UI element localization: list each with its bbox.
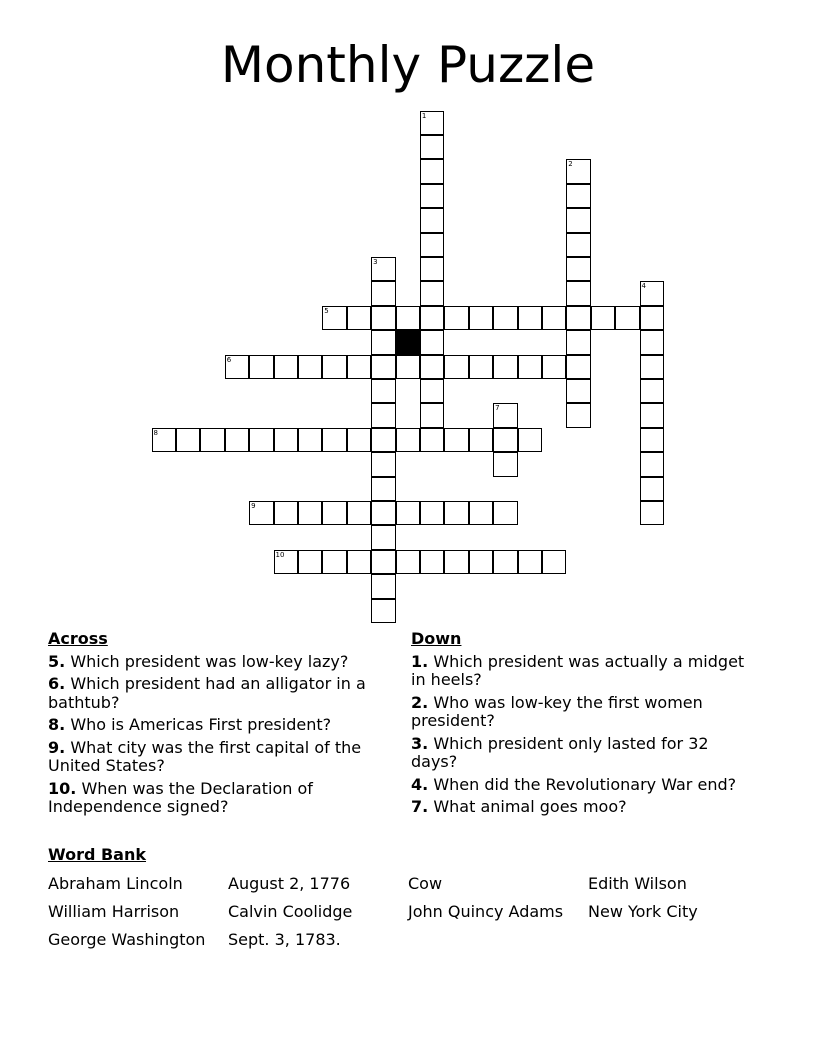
grid-cell[interactable] <box>371 525 396 550</box>
grid-cell[interactable] <box>640 501 665 526</box>
grid-cell[interactable] <box>444 550 469 575</box>
cell-number: 9 <box>251 501 256 510</box>
grid-cell[interactable] <box>420 159 445 184</box>
grid-cell[interactable] <box>371 330 396 355</box>
cell-number: 7 <box>495 404 500 413</box>
grid-cell[interactable] <box>518 306 543 331</box>
grid-cell[interactable] <box>396 501 421 526</box>
grid-cell[interactable] <box>249 428 274 453</box>
grid-cell[interactable] <box>371 599 396 624</box>
grid-cell[interactable] <box>566 159 591 184</box>
grid-cell[interactable] <box>591 306 616 331</box>
down-clue <box>411 735 756 772</box>
grid-cell[interactable] <box>493 306 518 331</box>
grid-cell[interactable] <box>469 428 494 453</box>
clue-text: When was the Declaration of Independence signed? <box>48 778 313 816</box>
grid-cell[interactable] <box>420 501 445 526</box>
clue-text: What city was the first capital of the United States? <box>48 737 362 775</box>
word-bank-item: William Harrison <box>48 902 180 921</box>
grid-cell[interactable] <box>640 355 665 380</box>
grid-cell[interactable] <box>347 306 372 331</box>
cell-number: 5 <box>324 306 329 315</box>
clue-text: Which president was low-key lazy? <box>70 651 349 671</box>
grid-cell[interactable] <box>542 306 567 331</box>
grid-cell[interactable] <box>371 477 396 502</box>
down-clues <box>411 630 756 821</box>
grid-cell[interactable] <box>640 452 665 477</box>
grid-cell[interactable] <box>420 306 445 331</box>
across-clue <box>48 716 388 735</box>
grid-cell[interactable] <box>566 281 591 306</box>
grid-cell[interactable] <box>493 403 518 428</box>
across-heading: Across <box>48 629 108 648</box>
grid-cell[interactable] <box>371 379 396 404</box>
grid-cell[interactable] <box>444 355 469 380</box>
grid-cell[interactable] <box>249 355 274 380</box>
down-heading: Down <box>411 629 462 648</box>
grid-cell[interactable] <box>640 403 665 428</box>
grid-cell[interactable] <box>566 355 591 380</box>
grid-cell[interactable] <box>542 355 567 380</box>
grid-cell[interactable] <box>274 550 299 575</box>
grid-cell[interactable] <box>371 403 396 428</box>
word-bank <box>48 846 768 949</box>
grid-cell[interactable] <box>640 281 665 306</box>
word-bank-item: New York City <box>588 902 698 921</box>
clue-text: Who was low-key the first women president? <box>411 692 703 730</box>
cell-number: 3 <box>373 257 378 266</box>
grid-cell[interactable] <box>518 428 543 453</box>
grid-cell[interactable] <box>469 306 494 331</box>
grid-cell[interactable] <box>420 184 445 209</box>
grid-cell[interactable] <box>371 574 396 599</box>
grid-cell[interactable] <box>298 428 323 453</box>
grid-cell[interactable] <box>274 355 299 380</box>
grid-cell[interactable] <box>396 355 421 380</box>
across-clue <box>48 653 388 672</box>
grid-cell[interactable] <box>493 452 518 477</box>
grid-cell[interactable] <box>152 428 177 453</box>
grid-cell[interactable] <box>420 208 445 233</box>
grid-cell[interactable] <box>371 281 396 306</box>
clue-text: Which president only lasted for 32 days? <box>411 733 709 771</box>
clue-text: Who is Americas First president? <box>70 715 332 734</box>
grid-cell[interactable] <box>420 330 445 355</box>
grid-cell[interactable] <box>420 135 445 160</box>
word-bank-heading: Word Bank <box>48 845 147 864</box>
grid-cell[interactable] <box>298 550 323 575</box>
clue-number: 8. <box>48 715 66 734</box>
grid-cell[interactable] <box>420 428 445 453</box>
grid-cell[interactable] <box>518 550 543 575</box>
across-clue <box>48 780 388 817</box>
grid-cell[interactable] <box>396 550 421 575</box>
grid-cell[interactable] <box>371 550 396 575</box>
grid-cell[interactable] <box>493 501 518 526</box>
grid-cell[interactable] <box>566 330 591 355</box>
grid-cell[interactable] <box>420 111 445 136</box>
across-clue <box>48 675 388 712</box>
word-bank-item: John Quincy Adams <box>408 902 564 921</box>
grid-cell[interactable] <box>396 428 421 453</box>
grid-cell[interactable] <box>566 208 591 233</box>
grid-cell[interactable] <box>396 306 421 331</box>
down-clue <box>411 798 756 817</box>
across-clue <box>48 739 388 776</box>
clue-number: 6. <box>48 674 66 693</box>
down-clue <box>411 776 756 795</box>
grid-cell[interactable] <box>298 355 323 380</box>
cell-number: 10 <box>275 550 285 559</box>
grid-cell[interactable] <box>469 550 494 575</box>
grid-cell[interactable] <box>274 501 299 526</box>
grid-cell[interactable] <box>322 306 347 331</box>
grid-cell[interactable] <box>322 550 347 575</box>
grid-cell[interactable] <box>640 477 665 502</box>
word-bank-item: Edith Wilson <box>588 874 687 893</box>
word-bank-item: Abraham Lincoln <box>48 874 183 893</box>
grid-cell[interactable] <box>420 379 445 404</box>
grid-cell[interactable] <box>640 379 665 404</box>
cell-number: 2 <box>568 160 573 169</box>
grid-cell[interactable] <box>249 501 274 526</box>
grid-cell[interactable] <box>298 501 323 526</box>
grid-cell[interactable] <box>371 257 396 282</box>
grid-cell[interactable] <box>640 428 665 453</box>
grid-cell[interactable] <box>420 257 445 282</box>
grid-cell[interactable] <box>566 257 591 282</box>
grid-cell[interactable] <box>444 428 469 453</box>
clue-number: 9. <box>48 737 66 757</box>
cell-number: 8 <box>153 428 158 437</box>
clue-text: What animal goes moo? <box>433 797 627 816</box>
grid-cell[interactable] <box>420 403 445 428</box>
grid-block <box>396 330 421 355</box>
grid-cell[interactable] <box>566 379 591 404</box>
grid-cell[interactable] <box>225 355 250 380</box>
grid-cell[interactable] <box>469 501 494 526</box>
grid-cell[interactable] <box>176 428 201 453</box>
grid-cell[interactable] <box>615 306 640 331</box>
clue-number: 2. <box>411 692 429 712</box>
grid-cell[interactable] <box>444 501 469 526</box>
clue-number: 3. <box>411 733 429 753</box>
grid-cell[interactable] <box>347 550 372 575</box>
grid-cell[interactable] <box>566 233 591 258</box>
cell-number: 4 <box>641 282 646 291</box>
grid-cell[interactable] <box>518 355 543 380</box>
grid-cell[interactable] <box>322 355 347 380</box>
clue-text: When did the Revolutionary War end? <box>433 774 737 794</box>
clue-number: 4. <box>411 774 429 794</box>
grid-cell[interactable] <box>371 428 396 453</box>
grid-cell[interactable] <box>420 233 445 258</box>
word-bank-item: Cow <box>408 874 443 893</box>
across-clues <box>48 630 388 821</box>
grid-cell[interactable] <box>420 281 445 306</box>
grid-cell[interactable] <box>347 428 372 453</box>
word-bank-item: Sept. 3, 1783. <box>228 930 341 949</box>
grid-cell[interactable] <box>493 428 518 453</box>
grid-cell[interactable] <box>274 428 299 453</box>
cell-number: 1 <box>421 111 427 120</box>
grid-cell[interactable] <box>566 184 591 209</box>
grid-cell[interactable] <box>493 355 518 380</box>
grid-cell[interactable] <box>566 403 591 428</box>
grid-cell[interactable] <box>347 355 372 380</box>
grid-cell[interactable] <box>200 428 225 453</box>
grid-cell[interactable] <box>322 428 347 453</box>
word-bank-item: George Washington <box>48 930 206 949</box>
word-bank-item: Calvin Coolidge <box>228 902 353 921</box>
clue-number: 10. <box>48 778 77 798</box>
cell-number: 6 <box>226 355 232 364</box>
clue-number: 5. <box>48 651 66 671</box>
clue-text: Which president was actually a midget in heels? <box>411 651 745 689</box>
word-bank-item: August 2, 1776 <box>228 874 351 893</box>
clue-number: 7. <box>411 797 429 816</box>
clue-text: Which president had an alligator in a bathtub? <box>48 674 366 712</box>
down-clue <box>411 694 756 731</box>
grid-cell[interactable] <box>469 355 494 380</box>
page-title: Monthly Puzzle <box>220 36 596 94</box>
grid-cell[interactable] <box>493 550 518 575</box>
grid-cell[interactable] <box>420 550 445 575</box>
grid-cell[interactable] <box>371 452 396 477</box>
grid-cell[interactable] <box>347 501 372 526</box>
clue-number: 1. <box>411 651 429 671</box>
grid-cell[interactable] <box>371 355 396 380</box>
grid-cell[interactable] <box>371 306 396 331</box>
grid-cell[interactable] <box>640 306 665 331</box>
down-clue <box>411 653 756 690</box>
grid-cell[interactable] <box>444 306 469 331</box>
grid-cell[interactable] <box>225 428 250 453</box>
grid-cell[interactable] <box>322 501 347 526</box>
grid-cell[interactable] <box>640 330 665 355</box>
grid-cell[interactable] <box>420 355 445 380</box>
grid-cell[interactable] <box>566 306 591 331</box>
grid-cell[interactable] <box>371 501 396 526</box>
grid-cell[interactable] <box>542 550 567 575</box>
